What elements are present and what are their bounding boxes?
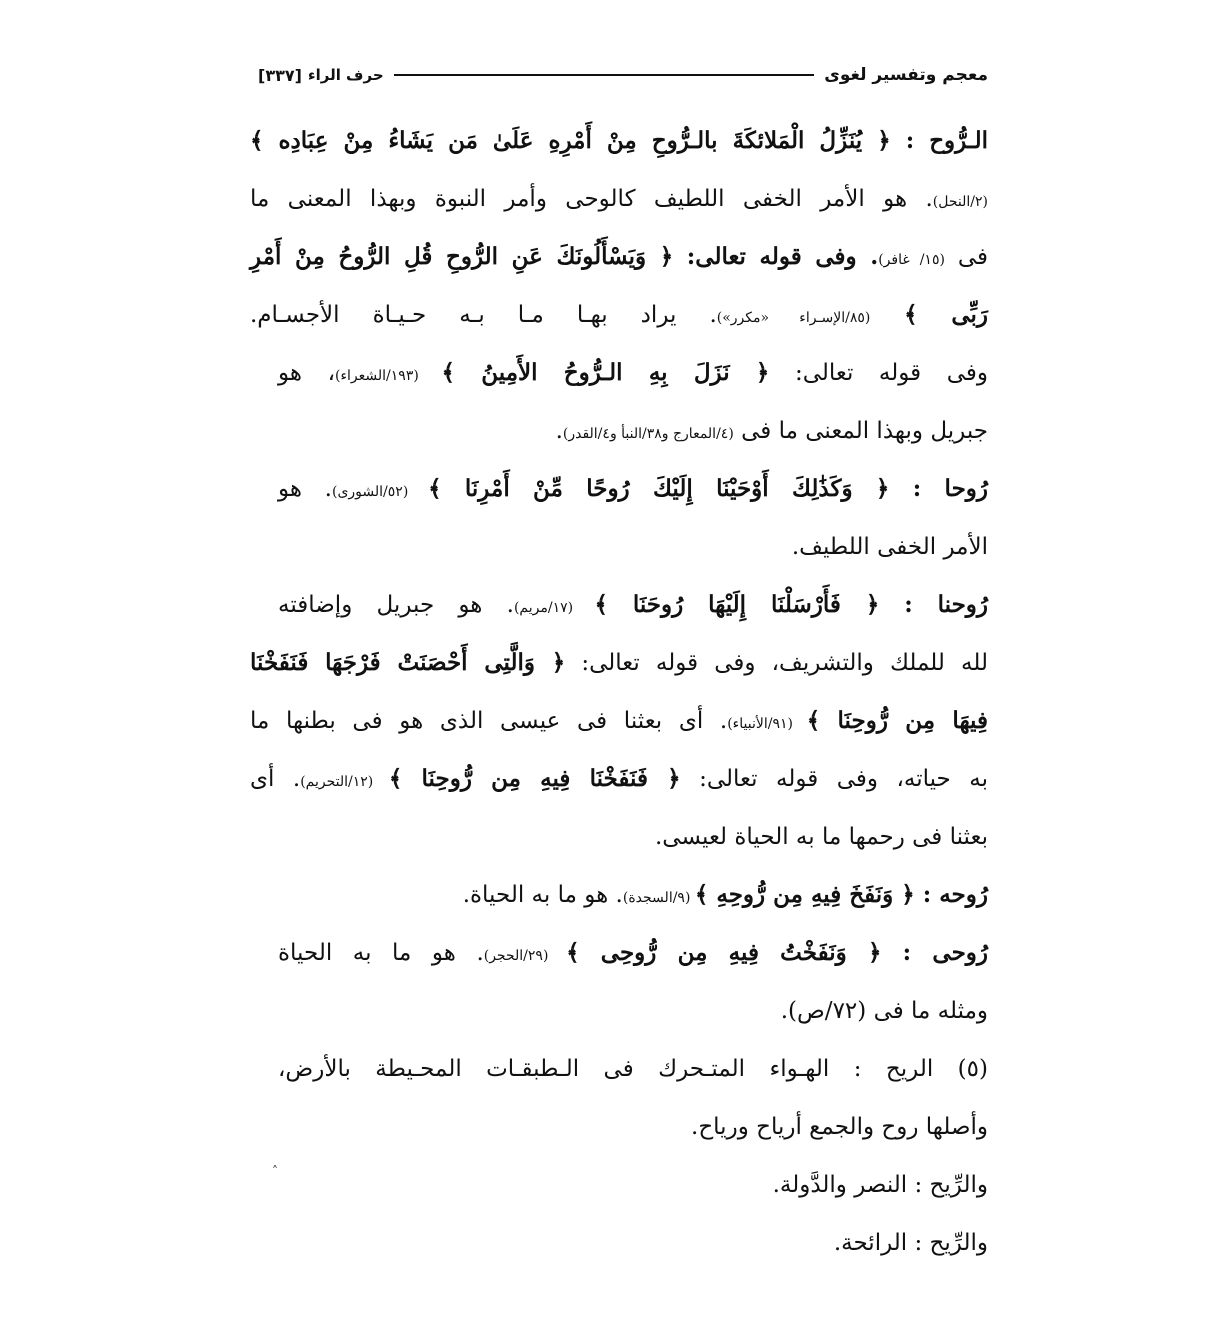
text-line-5: وفى قوله تعالى: ﴿ نَزَلَ بِهِ الـرُّوحُ الأَمِينُ ﴾ (١٩٣/الشعراء)، هو: [278, 359, 988, 386]
text-line-16: ومثله ما فى (٧٢/ص).: [780, 998, 988, 1024]
text-line-14: رُوحه : ﴿ وَنَفَخَ فِيهِ مِن رُّوحِهِ ﴾ (٩/السجدة). هو ما به الحياة.: [462, 881, 988, 908]
book-title: معجم وتفسير لغوى: [824, 65, 988, 85]
text-line-12: به حياته، وفى قوله تعالى: ﴿ فَنَفَخْنَا فِيهِ مِن رُّوحِنَا ﴾ (١٢/التحريم). أى: [250, 765, 988, 792]
text-line-4: رَبِّى ﴾ (٨٥/الإسـراء «مكرر»). يراد بهـا مـا بـه حـيـاة الأجسـام.: [250, 301, 989, 328]
text-line-2: (٢/النحل). هو الأمر الخفى اللطيف كالوحى وأمر النبوة وبهذا المعنى ما: [250, 186, 988, 212]
page-number: [٣٣٧]: [258, 65, 302, 85]
text-line-15: رُوحى : ﴿ وَنَفَخْتُ فِيهِ مِن رُّوحِى ﴾ (٢٩/الحجر). هو ما به الحياة: [278, 939, 989, 966]
text-line-17: (٥) الريح : الهـواء المتـحرك فى الـطبقـات المحـيطة بالأرض،: [278, 1056, 988, 1082]
text-line-9: رُوحنا : ﴿ فَأَرْسَلْنَا إِلَيْهَا رُوحَنَا ﴾ (١٧/مريم). هو جبريل وإضافته: [278, 591, 989, 618]
text-line-1: الـرُّوح : ﴿ يُنَزِّلُ الْمَلائكَةَ بالـرُّوحِ مِنْ أَمْرِهِ عَلَىٰ مَن يَشَاءُ مِنْ عِبَادِه ﴾: [250, 127, 988, 154]
text-line-19: والرِّيح : النصر والدَّولة.: [772, 1172, 988, 1198]
running-header: [258, 58, 988, 92]
text-line-8: الأمر الخفى اللطيف.: [791, 534, 988, 560]
text-line-7: رُوحا : ﴿ وَكَذَٰلِكَ أَوْحَيْنَا إِلَيْكَ رُوحًا مِّنْ أَمْرِنَا ﴾ (٥٢/الشورى). هو: [278, 475, 988, 502]
header-rule: [394, 74, 815, 76]
text-line-3: فى (١٥/ غافر). وفى قوله تعالى: ﴿ وَيَسْأَلُونَكَ عَنِ الرُّوحِ قُلِ الرُّوحُ مِنْ أَمْرِ: [250, 243, 988, 270]
text-line-20: والرِّيح : الرائحة.: [833, 1230, 988, 1256]
text-line-6: جبريل وبهذا المعنى ما فى (٤/المعارج و٣٨/النبأ و٤/القدر).: [555, 418, 988, 444]
text-line-18: وأصلها روح والجمع أرياح ورياح.: [691, 1114, 988, 1140]
scan-speck: ˄: [272, 1164, 278, 1178]
text-line-13: بعثنا فى رحمها ما به الحياة لعيسى.: [655, 824, 988, 850]
text-line-11: فِيهَا مِن رُّوحِنَا ﴾ (٩١/الأنبياء). أى بعثنا فى عيسى الذى هو فى بطنها ما: [250, 707, 988, 734]
text-line-10: لله للملك والتشريف، وفى قوله تعالى: ﴿ وَالَّتِى أَحْصَنَتْ فَرْجَهَا فَنَفَخْنَا: [250, 649, 988, 676]
section-title: حرف الراء: [307, 66, 384, 84]
